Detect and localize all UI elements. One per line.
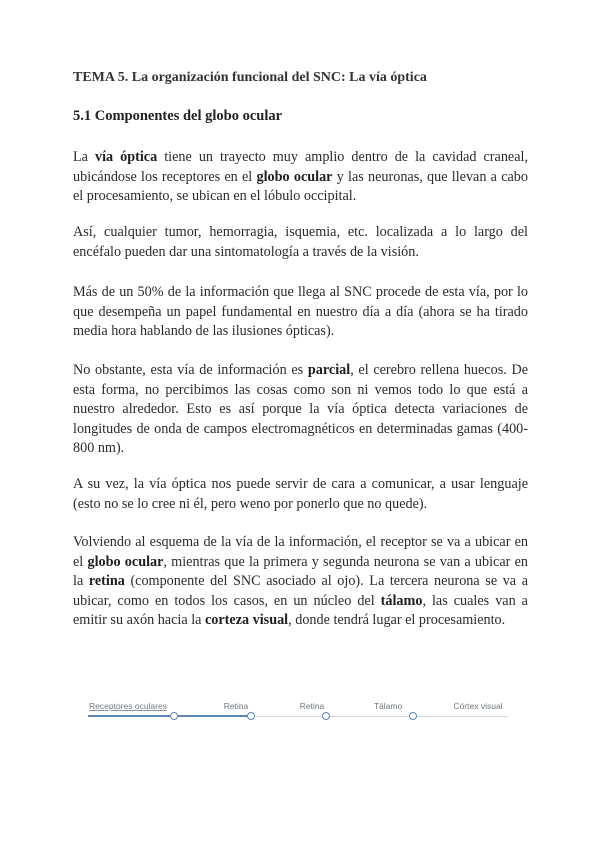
document-title: TEMA 5. La organización funcional del SNC: La vía óptica <box>73 70 427 85</box>
pathway-stage-label: Córtex visual <box>453 701 503 711</box>
text-run: tiene un trayecto muy amplio dentro de la cavidad craneal, ubicándose los receptores en el <box>73 149 529 185</box>
bold-term: corteza visual <box>204 612 289 628</box>
bold-term: parcial <box>307 362 351 378</box>
text-run: , el cerebro rellena huecos. De esta forma, no percibimos las cosas como son ni vemos todo lo que está a nuestro alrededor. Esto es así porque la vía óptica detecta variaciones de longitudes de onda de campos electromagnéticos en determinadas gamas (400-800 nm). <box>73 362 528 456</box>
bold-term: globo ocular <box>256 168 333 185</box>
pathway-node-dot <box>409 712 417 720</box>
text-run: No obstante, esta vía de información es <box>73 362 308 378</box>
bold-term: globo ocular <box>87 553 164 570</box>
pathway-node-dot <box>247 712 255 720</box>
pathway-stage <box>300 700 325 712</box>
bold-term: vía óptica <box>95 149 158 165</box>
pathway-stage-label: Retina <box>223 701 249 711</box>
optic-pathway-diagram <box>88 700 508 730</box>
pathway-stage-label: Receptores oculares <box>89 701 167 711</box>
pathway-stage <box>374 700 402 712</box>
pathway-stage <box>453 700 502 712</box>
text-run: A su vez, la vía óptica nos puede servir de cara a comunicar, a usar lenguaje (esto no se lo cree ni él, pero weno por ponerlo que no quede). <box>73 476 528 512</box>
paragraph <box>73 533 528 631</box>
paragraph <box>73 361 528 459</box>
text-run: Más de un 50% de la información que llega al SNC procede de esta vía, por lo que desempeña un papel fundamental en nuestro día a día (ahora se ha tirado media hora hablando de las ilusiones ópticas). <box>73 284 528 339</box>
paragraph <box>73 223 528 262</box>
text-run: La <box>73 149 95 165</box>
text-run: , mientras que la primera y segunda neurona se van a ubicar en la <box>73 553 528 589</box>
paragraph <box>73 475 528 514</box>
pathway-stage <box>224 700 249 712</box>
pathway-stage-label: Tálamo <box>373 701 403 711</box>
text-run: Volviendo al esquema de la vía de la información, el receptor se va a ubicar en el <box>73 534 528 570</box>
bold-term: tálamo <box>380 592 423 609</box>
paragraph <box>73 283 528 342</box>
text-run: (componente del SNC asociado al ojo). La tercera neurona se va a ubicar, como en todos los casos, en un núcleo del <box>73 573 528 609</box>
paragraph <box>73 148 528 207</box>
text-run: , donde tendrá lugar el procesamiento. <box>288 612 506 628</box>
pathway-node-dot <box>170 712 178 720</box>
section-title: 5.1 Componentes del globo ocular <box>73 108 283 124</box>
text-run: , las cuales van a emitir su axón hacia la <box>73 592 528 628</box>
pathway-stage <box>89 700 167 712</box>
text-run: Así, cualquier tumor, hemorragia, isquemia, etc. localizada a lo largo del encéfalo pueden dar una sintomatología a través de la visión. <box>73 224 528 260</box>
pathway-node-dot <box>322 712 330 720</box>
bold-term: retina <box>88 573 125 589</box>
text-run: y las neuronas, que llevan a cabo el procesamiento, se ubican en el lóbulo occipital. <box>73 168 528 204</box>
pathway-stage-label: Retina <box>299 701 325 711</box>
